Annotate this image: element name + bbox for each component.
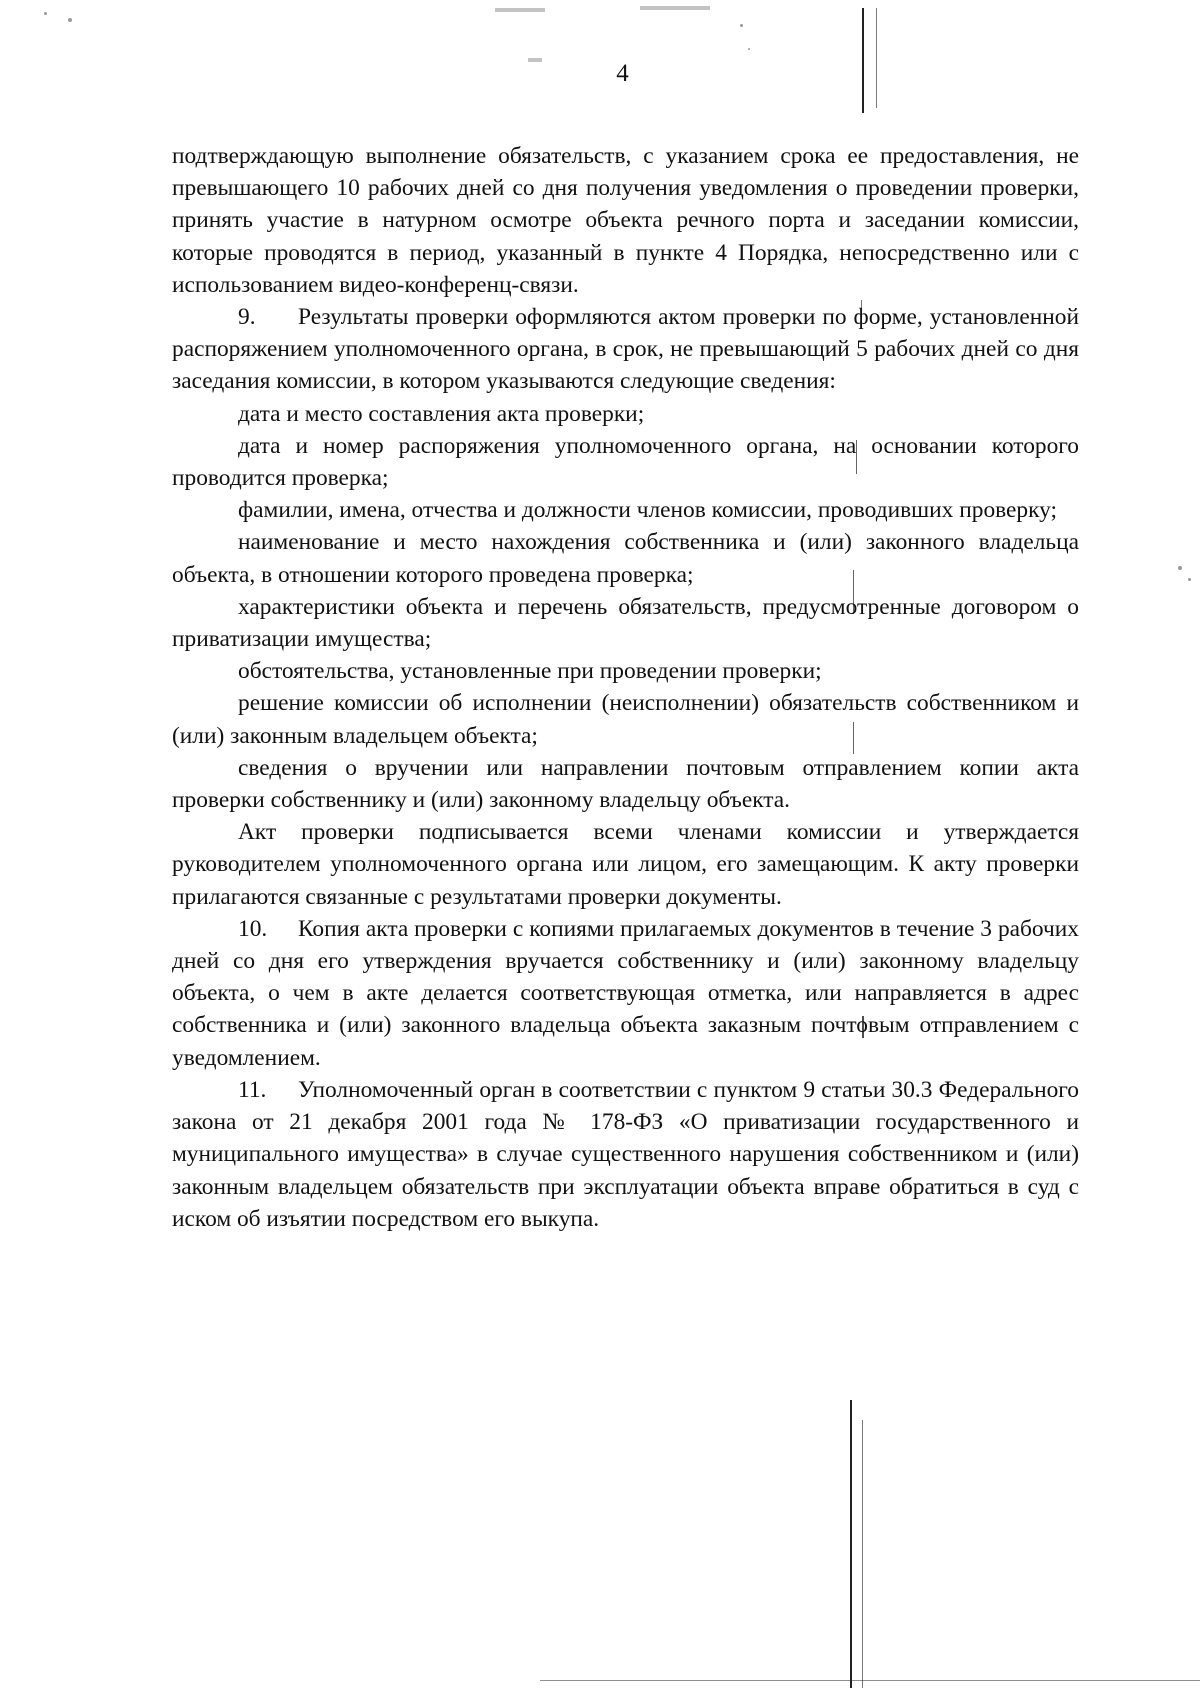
paragraph-text: решение комиссии об исполнении (неисполнении) обязательств собственником и (или) законным владельцем объекта;	[172, 690, 1079, 749]
scan-artifact-smudge	[640, 6, 710, 10]
paragraph-number: 9.	[238, 304, 256, 331]
paragraph-text: подтверждающую выполнение обязательств, с указанием срока ее предоставления, не превышающего 10 рабочих дней со дня получения уведомления о проведении проверки, принять участие в натурном осмотре объекта речного порта и заседании комиссии, которые проводятся в период, указанный в пункте 4 Порядка, непосредственно или с использованием видео-конференц-связи.	[172, 143, 1079, 298]
list-paragraph	[172, 687, 1079, 751]
list-paragraph	[172, 526, 1079, 590]
scan-artifact-vertical-line	[876, 8, 877, 108]
paragraph-text: Уполномоченный орган в соответствии с пунктом 9 статьи 30.3 Федерального закона от 21 декабря 2001 года № 178-ФЗ «О приватизации государственного и муниципального имущества» в случае существенного нарушения собственником и (или) законным владельцем обязательств при эксплуатации объекта вправе обратиться в суд с иском об изъятии посредством его выкупа.	[172, 1076, 1079, 1232]
paragraph-text: фамилии, имена, отчества и должности членов комиссии, проводивших проверку;	[238, 497, 1058, 524]
scan-artifact-vertical-line	[862, 1420, 863, 1688]
numbered-paragraph	[172, 301, 1079, 398]
scan-artifact-speck	[1188, 578, 1191, 581]
numbered-paragraph	[172, 913, 1079, 1074]
list-paragraph	[172, 398, 1079, 430]
paragraph-text: дата и место составления акта проверки;	[238, 400, 645, 427]
paragraph-text: характеристики объекта и перечень обязательств, предусмотренные договором о приватизации имущества;	[172, 593, 1079, 653]
page-number: 4	[616, 60, 629, 87]
paragraph-number: 11.	[238, 1076, 267, 1103]
scan-artifact-speck	[740, 24, 743, 27]
numbered-paragraph	[172, 1074, 1079, 1235]
document-body	[172, 140, 1079, 1235]
scan-artifact-speck	[748, 48, 750, 50]
scan-artifact-smudge	[495, 8, 545, 12]
scan-artifact-vertical-line	[850, 1400, 852, 1688]
list-paragraph	[172, 752, 1079, 816]
paragraph-text: наименование и место нахождения собственника и (или) законного владельца объекта, в отношении которого проведена проверка;	[172, 529, 1079, 588]
paragraph-text: Копия акта проверки с копиями прилагаемых документов в течение 3 рабочих дней со дня его утверждения вручается собственнику и (или) законному владельцу объекта, о чем в акте делается соответствующая отметка, или направляется в адрес собственника и (или) законного владельца объекта заказным почтовым отправлением с уведомлением.	[172, 915, 1079, 1071]
list-paragraph	[172, 591, 1079, 655]
paragraph-text: Результаты проверки оформляются актом проверки по форме, установленной распоряжением уполномоченного органа, в срок, не превышающий 5 рабочих дней со дня заседания комиссии, в котором указываются следующие сведения:	[172, 304, 1079, 395]
scan-artifact-speck	[1178, 566, 1182, 570]
paragraph	[172, 816, 1079, 913]
scan-artifact-speck	[44, 12, 47, 15]
scan-artifact-speck	[68, 18, 72, 22]
list-paragraph	[172, 494, 1079, 526]
list-paragraph	[172, 430, 1079, 494]
paragraph	[172, 140, 1079, 301]
paragraph-text: сведения о вручении или направлении почтовым отправлением копии акта проверки собственнику и (или) законному владельцу объекта.	[172, 754, 1079, 814]
scan-artifact-horizontal-line	[540, 1680, 1200, 1681]
paragraph-text: дата и номер распоряжения уполномоченного органа, на основании которого проводится проверка;	[172, 432, 1079, 492]
paragraph-text: Акт проверки подписывается всеми членами комиссии и утверждается руководителем уполномоченного органа или лицом, его замещающим. К акту проверки прилагаются связанные с результатами проверки документы.	[172, 819, 1079, 910]
paragraph-text: обстоятельства, установленные при проведении проверки;	[238, 658, 822, 685]
paragraph-number: 10.	[238, 915, 268, 942]
list-paragraph	[172, 655, 1079, 687]
